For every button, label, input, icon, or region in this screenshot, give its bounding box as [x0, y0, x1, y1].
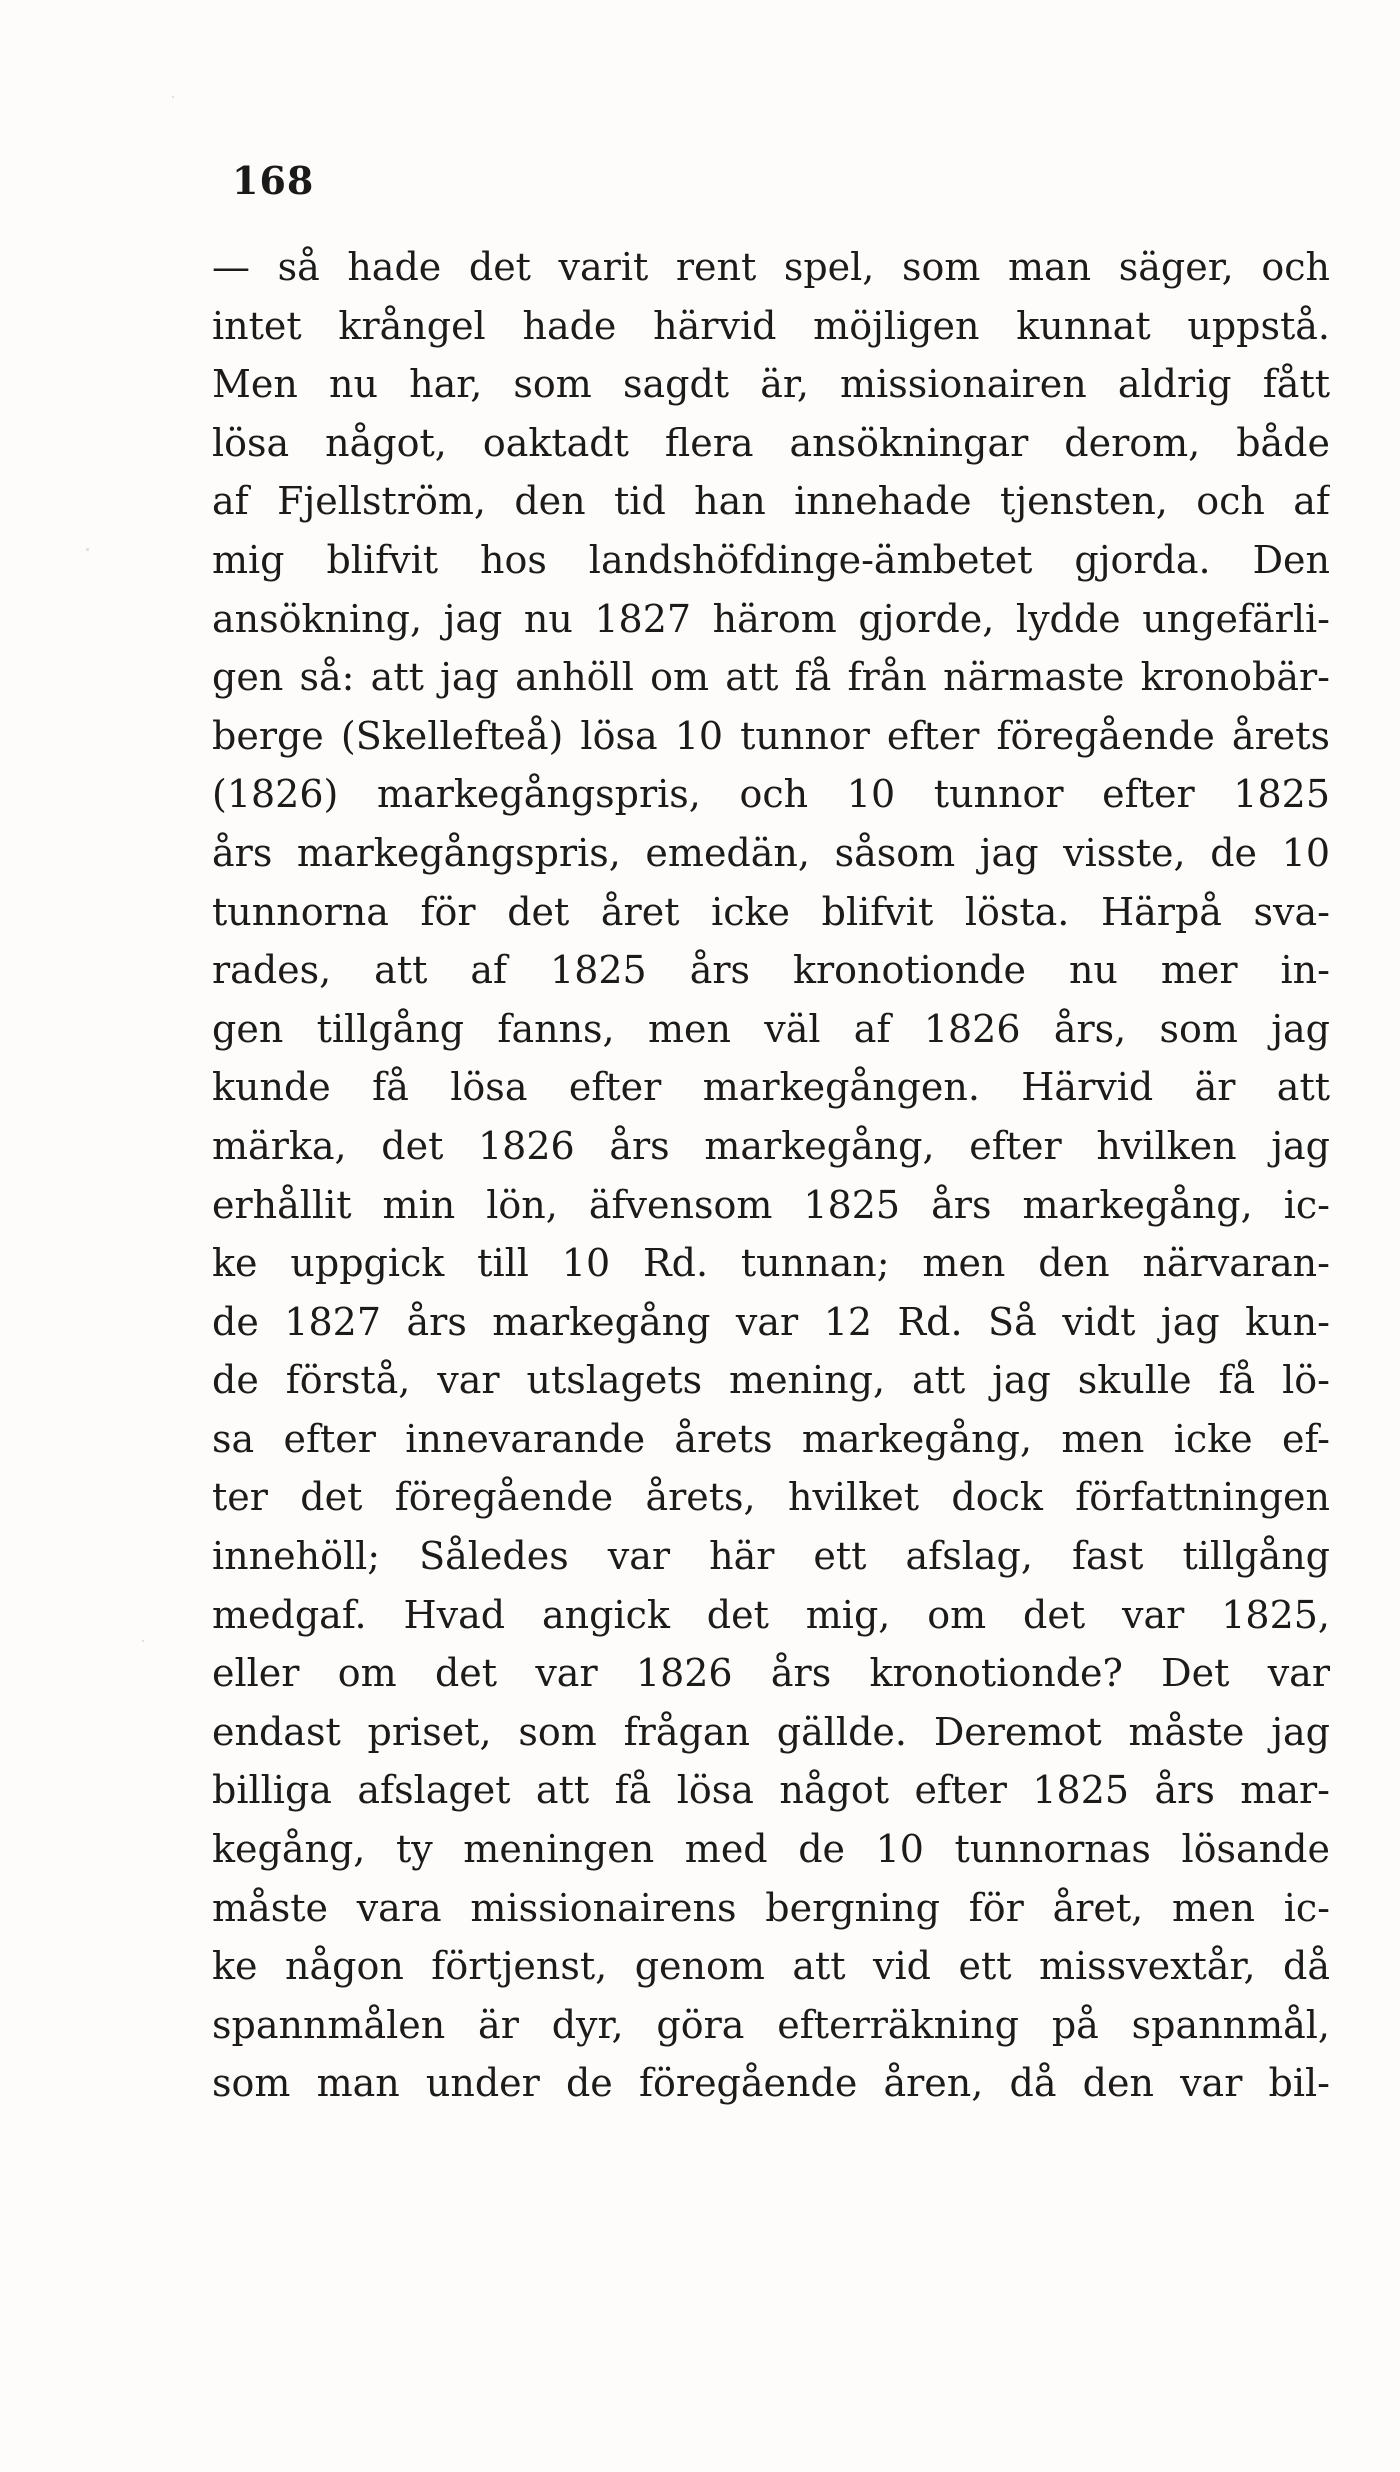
- scan-speck: [172, 96, 174, 98]
- text-line-25: eller om det var 1826 års kronotionde? Det var: [212, 1651, 1330, 1696]
- text-line-11: års markegångspris, emedän, såsom jag visste, de 10: [212, 830, 1330, 875]
- text-line-16: märka, det 1826 års markegång, efter hvilken jag: [212, 1123, 1330, 1168]
- text-line-7: ansökning, jag nu 1827 härom gjorde, lydde ungefärli-: [212, 596, 1330, 641]
- text-line-28: kegång, ty meningen med de 10 tunnornas lösande: [212, 1827, 1330, 1872]
- text-line-27: billiga afslaget att få lösa något efter 1825 års mar-: [212, 1768, 1330, 1813]
- text-line-31: spannmålen är dyr, göra efterräkning på spannmål,: [212, 2002, 1330, 2047]
- text-line-32: som man under de föregående åren, då den var bil-: [212, 2061, 1330, 2106]
- text-line-15: kunde få lösa efter markegången. Härvid är att: [212, 1065, 1330, 1110]
- page-number: 168: [232, 158, 315, 203]
- text-line-21: sa efter innevarande årets markegång, men icke ef-: [212, 1416, 1330, 1461]
- text-line-29: måste vara missionairens bergning för året, men ic-: [212, 1885, 1330, 1930]
- text-line-24: medgaf. Hvad angick det mig, om det var 1825,: [212, 1592, 1330, 1637]
- text-line-23: innehöll; Således var här ett afslag, fast tillgång: [212, 1534, 1330, 1579]
- text-line-18: ke uppgick till 10 Rd. tunnan; men den närvaran-: [212, 1241, 1330, 1286]
- text-line-8: gen så: att jag anhöll om att få från närmaste kronobär-: [212, 655, 1330, 700]
- text-line-30: ke någon förtjenst, genom att vid ett missvextår, då: [212, 1944, 1330, 1989]
- text-line-10: (1826) markegångspris, och 10 tunnor efter 1825: [212, 772, 1330, 817]
- text-line-9: berge (Skellefteå) lösa 10 tunnor efter föregående årets: [212, 713, 1330, 758]
- text-line-22: ter det föregående årets, hvilket dock författningen: [212, 1475, 1330, 1520]
- text-line-5: af Fjellström, den tid han innehade tjensten, och af: [212, 479, 1330, 524]
- text-line-17: erhållit min lön, äfvensom 1825 års markegång, ic-: [212, 1182, 1330, 1227]
- text-line-19: de 1827 års markegång var 12 Rd. Så vidt jag kun-: [212, 1299, 1330, 1344]
- scan-speck: [86, 548, 89, 551]
- text-line-1: — så hade det varit rent spel, som man säger, och: [212, 245, 1330, 289]
- text-line-13: rades, att af 1825 års kronotionde nu mer in-: [212, 948, 1330, 993]
- text-line-3: Men nu har, som sagdt är, missionairen aldrig fått: [212, 362, 1330, 407]
- text-line-12: tunnorna för det året icke blifvit lösta. Härpå sva-: [212, 889, 1330, 934]
- scan-speck: [142, 1640, 144, 1642]
- text-line-14: gen tillgång fanns, men väl af 1826 års, som jag: [212, 1006, 1330, 1051]
- text-line-6: mig blifvit hos landshöfdinge-ämbetet gjorda. Den: [212, 537, 1330, 582]
- text-line-26: endast priset, som frågan gällde. Deremot måste jag: [212, 1709, 1330, 1754]
- text-line-2: intet krångel hade härvid möjligen kunnat uppstå.: [212, 303, 1330, 348]
- text-line-4: lösa något, oaktadt flera ansökningar derom, både: [212, 420, 1330, 465]
- body-text: [212, 238, 1330, 2113]
- text-line-20: de förstå, var utslagets mening, att jag skulle få lö-: [212, 1358, 1330, 1403]
